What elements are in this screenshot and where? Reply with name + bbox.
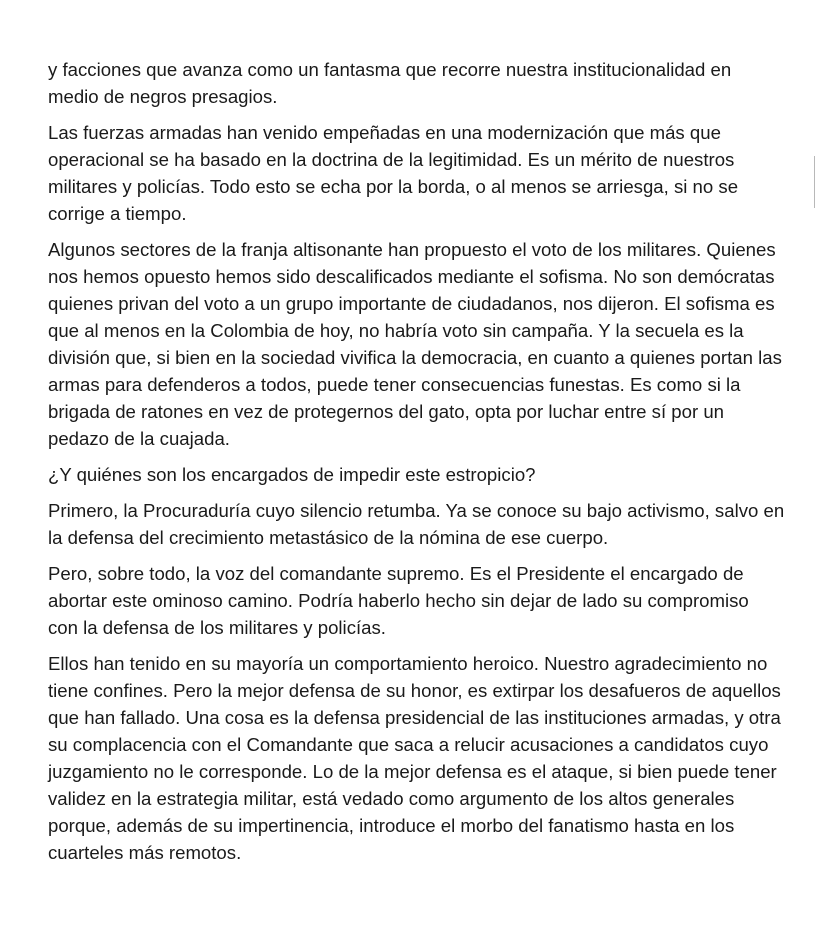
paragraph: y facciones que avanza como un fantasma que recorre nuestra institucionalidad en medio de negros presagios. xyxy=(48,59,732,107)
paragraph: Algunos sectores de la franja altisonante han propuesto el voto de los militares. Quienes nos hemos opuesto hemos sido descalificados mediante el sofisma. No son demócratas quienes privan del voto a un grupo importante de ciudadanos, nos dijeron. El sofisma es que al menos en la Colombia de hoy, no habría voto sin campaña. Y la secuela es la división que, si bien en la sociedad vivifica la democracia, en cuanto a quienes portan las armas para defenderos a todos, puede tener consecuencias funestas. Es como si la brigada de ratones en vez de protegernos del gato, opta por luchar entre sí por un pedazo de la cuajada. xyxy=(48,239,782,449)
page-edge-divider xyxy=(814,156,815,208)
paragraph: ¿Y quiénes son los encargados de impedir este estropicio? xyxy=(48,464,536,485)
article-body xyxy=(48,56,796,875)
paragraph: Ellos han tenido en su mayoría un comportamiento heroico. Nuestro agradecimiento no tiene confines. Pero la mejor defensa de su honor, es extirpar los desafueros de aquellos que han fallado. Una cosa es la defensa presidencial de las instituciones armadas, y otra su complacencia con el Comandante que saca a relucir acusaciones a candidatos cuyo juzgamiento no le corresponde. Lo de la mejor defensa es el ataque, si bien puede tener validez en la estrategia militar, está vedado como argumento de los altos generales porque, además de su impertinencia, introduce el morbo del fanatismo hasta en los cuarteles más remotos. xyxy=(48,653,781,863)
paragraph: Primero, la Procuraduría cuyo silencio retumba. Ya se conoce su bajo activismo, salvo en la defensa del crecimiento metastásico de la nómina de ese cuerpo. xyxy=(48,500,785,548)
paragraph: Las fuerzas armadas han venido empeñadas en una modernización que más que operacional se ha basado en la doctrina de la legitimidad. Es un mérito de nuestros militares y policías. Todo esto se echa por la borda, o al menos se arriesga, si no se corrige a tiempo. xyxy=(48,122,739,224)
paragraph: Pero, sobre todo, la voz del comandante supremo. Es el Presidente el encargado de abortar este ominoso camino. Podría haberlo hecho sin dejar de lado su compromiso con la defensa de los militares y policías. xyxy=(48,563,749,638)
